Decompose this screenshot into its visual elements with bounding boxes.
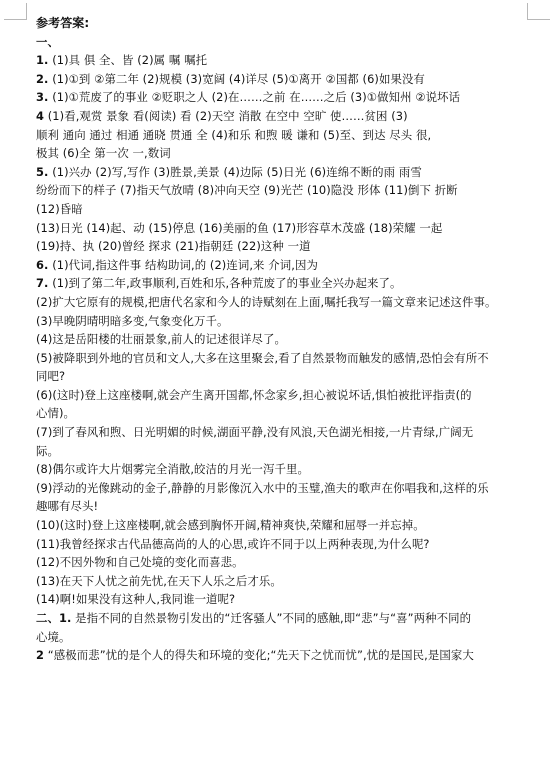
answer-text: 极其 (6)全 第一次 一,数词 [36,146,171,161]
answer-line [36,609,524,628]
answer-text: (19)持、执 (20)曾经 探求 (21)指朝廷 (22)这种 一道 [36,239,311,254]
answer-line [36,497,524,516]
answer-line [36,181,524,200]
question-number: 5. [36,164,49,179]
answer-text: (1)看,观赏 景象 看(阅读) 看 (2)天空 消散 在空中 空旷 使……贫困 (3) [47,108,408,123]
answer-text: 心情)。 [36,406,76,421]
answer-text: 同吧? [36,369,66,384]
question-number: 2. [36,71,49,86]
answer-text: (7)到了春风和煦、日光明媚的时候,湖面平静,没有风浪,天色湖光相接,一片青绿,广阔无 [36,425,474,440]
question-number: 3. [36,90,49,105]
page-corner-mark-left [4,3,27,20]
answer-text: (13)在天下人忧之前先忧,在天下人乐之后才乐。 [36,573,282,588]
answer-line [36,442,524,461]
answer-line [36,516,524,535]
answer-line [36,144,524,163]
question-number: 4 [36,108,45,123]
answer-text: 顺利 通向 通过 相通 通晓 贯通 全 (4)和乐 和煦 暖 谦和 (5)至、到达 尽头 很, [36,127,432,142]
answer-line [36,200,524,219]
answer-line [36,163,524,182]
answer-line [36,553,524,572]
answers-heading: 参考答案: [36,16,90,30]
answer-text: (6)(这时)登上这座楼啊,就会产生离开国都,怀念家乡,担心被说坏话,惧怕被批评指责(的 [36,387,472,402]
answer-line [36,367,524,386]
answer-line [36,107,524,126]
answer-text: (11)我曾经探求古代品德高尚的人的心思,或许不同于以上两种表现,为什么呢? [36,536,430,551]
answer-lines [36,51,524,665]
answer-text: 心境。 [36,629,71,644]
answer-text: (4)这是岳阳楼的壮丽景象,前人的记述很详尽了。 [36,332,286,347]
answer-text: 趣哪有尽头! [36,499,99,514]
answer-line [36,237,524,256]
answer-text: (12)不因外物和自己处境的变化而喜悲。 [36,555,244,570]
question-number: 7. [36,276,49,291]
answer-line [36,646,524,665]
question-number: 6. [36,257,49,272]
answer-text: (12)昏暗 [36,201,83,216]
answer-line [36,423,524,442]
question-number: 1. [36,53,49,68]
answer-text: 纷纷而下的样子 (7)指天气放晴 (8)冲向天空 (9)光芒 (10)隐没 形体 (11)倒下 折断 [36,183,458,198]
answer-line [36,590,524,609]
answer-line [36,404,524,423]
answer-line [36,293,524,312]
answer-line [36,386,524,405]
answer-text: (1)①荒废了的事业 ②贬职之人 (2)在……之前 在……之后 (3)①做知州 ②说坏话 [52,90,461,105]
answer-line [36,312,524,331]
answer-text: (13)日光 (14)起、动 (15)停息 (16)美丽的鱼 (17)形容草木茂盛 (18)荣耀 一起 [36,220,443,235]
answer-text: (2)扩大它原有的规模,把唐代名家和今人的诗赋刻在上面,嘱托我写一篇文章来记述这件事。 [36,294,497,309]
answer-line [36,535,524,554]
answer-line [36,219,524,238]
answer-line [36,330,524,349]
answer-text: (1)①到 ②第二年 (2)规模 (3)宽阔 (4)详尽 (5)①离开 ②国都 (6)如果没有 [52,71,425,86]
answer-text: 际。 [36,443,59,458]
answer-text: (3)早晚阴晴明暗多变,气象变化万千。 [36,313,229,328]
answer-line [36,274,524,293]
answer-text: (9)浮动的光像跳动的金子,静静的月影像沉入水中的玉璧,渔夫的歌声在你唱我和,这样的乐 [36,480,489,495]
answer-line [36,126,524,145]
answer-text: (1)兴办 (2)写,写作 (3)胜景,美景 (4)边际 (5)日光 (6)连绵不断的雨 雨雪 [52,164,422,179]
answer-content [36,14,524,665]
answer-text: (10)(这时)登上这座楼啊,就会感到胸怀开阔,精神爽快,荣耀和屈辱一并忘掉。 [36,518,425,533]
answer-line [36,460,524,479]
answer-line [36,70,524,89]
answer-text: (5)被降职到外地的官员和文人,大多在这里聚会,看了自然景物而触发的感情,恐怕会有所不 [36,350,489,365]
answer-line [36,51,524,70]
answer-text: (1)到了第二年,政事顺利,百姓和乐,各种荒废了的事业全兴办起来了。 [52,276,402,291]
answer-line [36,88,524,107]
answer-line [36,479,524,498]
answer-line [36,349,524,368]
section-one-label: 一、 [36,34,59,49]
answer-line [36,256,524,275]
page-corner-mark-right [527,3,550,20]
answer-text: (14)啊!如果没有这种人,我同谁一道呢? [36,592,236,607]
answer-text: 是指不同的自然景物引发出的“迁客骚人”不同的感触,即“悲”与“喜”两种不同的 [75,611,472,625]
question-number: 二、1. [36,611,72,625]
answer-text: (1)具 俱 全、皆 (2)属 嘱 嘱托 [52,53,208,68]
question-number: 2 [36,648,45,663]
answer-line [36,572,524,591]
answer-line [36,628,524,647]
answer-text: (8)偶尔或许大片烟雾完全消散,皎洁的月光一泻千里。 [36,462,309,477]
answer-text: (1)代词,指这件事 结构助词,的 (2)连词,来 介词,因为 [52,257,318,272]
answer-text: “感极而悲”忧的是个人的得失和环境的变化;“先天下之忧而忧”,忧的是国民,是国家大 [47,648,474,663]
